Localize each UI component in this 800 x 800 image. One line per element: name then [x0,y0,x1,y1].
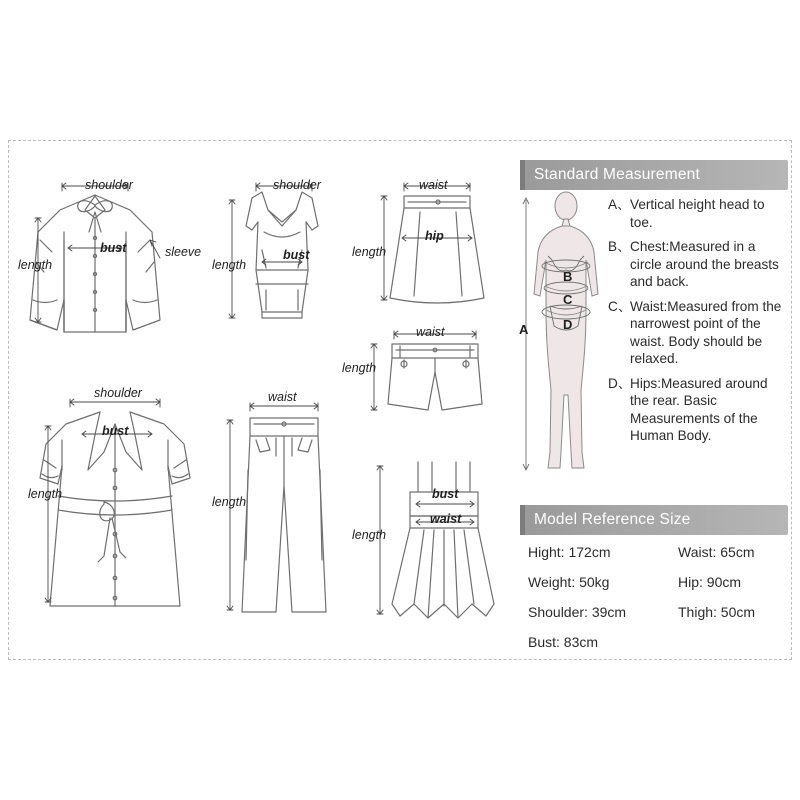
measurement-text-c: Waist:Measured from the narrowest point of the waist. Body should be relaxed. [630,298,782,366]
label-tank-shoulder: shoulder [273,178,321,192]
label-pants-waist: waist [268,390,297,404]
label-coat-bust: bust [102,424,129,438]
measurement-text-b: Chest:Measured in a circle around the breasts and back. [630,239,779,289]
label-skirt-hip: hip [425,229,444,243]
dress-dimensions [377,466,474,614]
model-size-waist: Waist: 65cm [678,544,755,560]
label-tank-length: length [212,258,247,272]
model-reference-values [528,543,790,663]
measurement-item-b [608,238,788,291]
figure-label-c: C [563,292,573,307]
model-reference-header [520,505,788,535]
model-reference-title: Model Reference Size [534,511,691,528]
measurement-text-d: Hips:Measured around the rear. Basic Measurements of the Human Body. [630,375,768,443]
model-size-hip: Hip: 90cm [678,574,742,590]
measurement-key-a: A、 [608,197,631,212]
figure-label-b: B [563,269,573,284]
measurement-item-d [608,375,788,445]
garment-skirt [390,196,484,303]
model-reference-section [520,505,788,650]
measurement-item-a [608,196,788,231]
label-skirt-waist: waist [419,178,448,192]
measurement-key-c: C、 [608,298,632,314]
label-pants-length: length [212,495,247,509]
label-blouse-bust: bust [100,241,127,255]
garment-dress [392,462,494,618]
model-size-bust: Bust: 83cm [528,634,599,650]
model-size-column-right [678,543,790,663]
garment-coat [40,412,190,606]
label-blouse-length: length [18,258,53,272]
shorts-dimensions [371,331,476,410]
label-shorts-waist: waist [416,325,445,339]
label-dress-length: length [352,528,387,542]
female-body-figure [518,190,614,480]
model-size-thigh: Thigh: 50cm [678,604,756,620]
label-coat-length: length [28,487,63,501]
label-tank-bust: bust [283,248,310,262]
model-size-column-left [528,543,678,663]
label-coat-shoulder: shoulder [94,386,142,400]
standard-measurement-header [520,160,788,190]
label-dress-bust: bust [432,487,459,501]
measurement-key-d: D、 [608,375,632,391]
measurement-key-b: B、 [608,239,631,254]
label-blouse-sleeve: sleeve [165,245,202,259]
label-dress-waist: waist [430,512,462,526]
label-skirt-length: length [352,245,387,259]
figure-label-a: A [519,322,529,337]
garment-shorts [388,344,482,410]
standard-measurement-title: Standard Measurement [534,166,700,183]
measurement-text-a: Vertical height head to toe. [630,197,765,230]
measurement-item-c [608,298,788,368]
model-size-weight: Weight: 50kg [528,574,610,590]
model-size-shoulder: Shoulder: 39cm [528,604,627,620]
label-blouse-shoulder: shoulder [85,178,133,192]
model-size-height: Hight: 172cm [528,544,611,560]
garment-pants [242,418,326,612]
label-shorts-length: length [342,361,377,375]
figure-label-d: D [563,317,573,332]
